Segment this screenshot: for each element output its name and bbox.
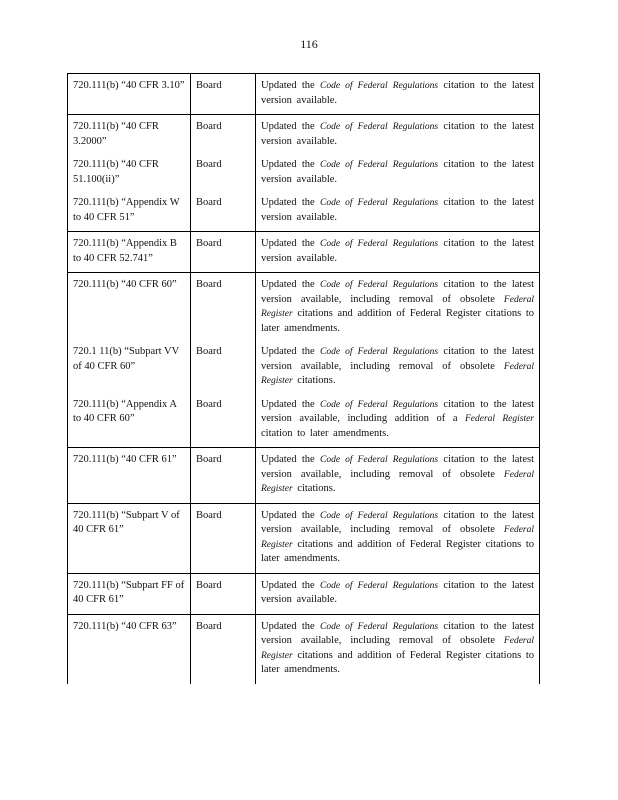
desc-text: citations and addition of Federal Register citations to later amendments.: [261, 308, 534, 334]
section-cell: 720.111(b) “Subpart FF of 40 CFR 61”: [68, 573, 191, 614]
description-cell: [256, 503, 540, 573]
desc-text: citation to the latest version available, including removal of obsolete: [261, 509, 534, 535]
section-cell: 720.111(b) “Subpart V of 40 CFR 61”: [68, 503, 191, 573]
cfr-italic: Code of Federal Regulations: [320, 580, 439, 591]
desc-text: Updated the: [261, 509, 321, 521]
cfr-italic: Code of Federal Regulations: [320, 122, 439, 132]
agency-cell: Board: [191, 273, 256, 343]
cfr-italic: Code of Federal Regulations: [320, 81, 439, 91]
cfr-italic: Code of Federal Regulations: [320, 347, 439, 357]
description-cell: [256, 193, 540, 232]
desc-text: Updated the: [261, 197, 321, 208]
desc-text: Updated the: [261, 454, 321, 465]
description-cell: [256, 448, 540, 504]
agency-cell: Board: [191, 395, 256, 448]
federal-register-italic: Federal Register: [261, 294, 534, 319]
section-cell: 720.111(b) “Appendix A to 40 CFR 60”: [68, 395, 191, 448]
amendments-table: [67, 73, 540, 684]
table-row: [68, 273, 540, 343]
description-cell: [256, 614, 540, 684]
page-number: 116: [300, 37, 318, 51]
section-cell: 720.1 11(b) “Subpart VV of 40 CFR 60”: [68, 342, 191, 395]
table-row: [68, 74, 540, 115]
section-cell: 720.111(b) “40 CFR 3.2000”: [68, 115, 191, 156]
desc-text: citations.: [292, 375, 336, 386]
desc-text: citation to the latest version available.: [261, 80, 534, 106]
federal-register-italic: Federal Register: [261, 525, 534, 550]
desc-text: Updated the: [261, 620, 321, 632]
description-cell: [256, 232, 540, 273]
agency-cell: Board: [191, 342, 256, 395]
description-cell: [256, 74, 540, 115]
cfr-italic: Code of Federal Regulations: [320, 455, 439, 465]
desc-text: Updated the: [261, 579, 321, 591]
description-cell: [256, 273, 540, 343]
desc-text: citations and addition of Federal Register citations to later amendments.: [261, 649, 534, 675]
federal-register-italic: Federal Register: [261, 361, 534, 386]
table-row: [68, 573, 540, 614]
desc-text: citation to the latest version available, including addition of a: [261, 398, 534, 424]
agency-cell: Board: [191, 573, 256, 614]
desc-text: citation to the latest version available, including removal of obsolete: [261, 620, 534, 646]
agency-cell: Board: [191, 155, 256, 193]
desc-text: citation to the latest version available, including removal of obsolete: [261, 454, 534, 480]
section-cell: 720.111(b) “40 CFR 3.10”: [68, 74, 191, 115]
federal-register-italic: Federal Register: [261, 469, 534, 494]
section-cell: 720.111(b) “40 CFR 61”: [68, 448, 191, 504]
section-cell: 720.111(b) “Appendix B to 40 CFR 52.741”: [68, 232, 191, 273]
section-cell: 720.111(b) “40 CFR 63”: [68, 614, 191, 684]
table-row: [68, 193, 540, 232]
desc-text: Updated the: [261, 80, 321, 91]
desc-text: Updated the: [261, 398, 321, 410]
cfr-italic: Code of Federal Regulations: [320, 198, 439, 208]
desc-text: citation to the latest version available, including removal of obsolete: [261, 279, 534, 305]
section-cell: 720.111(b) “Appendix W to 40 CFR 51”: [68, 193, 191, 232]
agency-cell: Board: [191, 448, 256, 504]
description-cell: [256, 342, 540, 395]
desc-text: citation to the latest version available, including removal of obsolete: [261, 346, 534, 372]
desc-text: citations and addition of Federal Register citations to later amendments.: [261, 538, 534, 564]
description-cell: [256, 395, 540, 448]
agency-cell: Board: [191, 115, 256, 156]
cfr-italic: Code of Federal Regulations: [320, 621, 439, 632]
desc-text: citation to later amendments.: [261, 427, 389, 439]
description-cell: [256, 155, 540, 193]
cfr-italic: Code of Federal Regulations: [320, 160, 439, 170]
desc-text: citation to the latest version available.: [261, 579, 534, 605]
desc-text: citation to the latest version available.: [261, 159, 534, 185]
table-row: [68, 342, 540, 395]
description-cell: [256, 573, 540, 614]
table-row: [68, 503, 540, 573]
description-cell: [256, 115, 540, 156]
federal-register-italic: Federal Register: [465, 414, 534, 424]
agency-cell: Board: [191, 74, 256, 115]
table-row: [68, 614, 540, 684]
desc-text: citation to the latest version available.: [261, 121, 534, 147]
table-row: [68, 395, 540, 448]
cfr-italic: Code of Federal Regulations: [320, 510, 439, 521]
section-cell: 720.111(b) “40 CFR 51.100(ii)”: [68, 155, 191, 193]
desc-text: Updated the: [261, 121, 321, 132]
desc-text: Updated the: [261, 238, 321, 249]
desc-text: citation to the latest version available.: [261, 238, 534, 264]
cfr-italic: Code of Federal Regulations: [320, 399, 439, 410]
desc-text: Updated the: [261, 346, 321, 357]
table-row: [68, 448, 540, 504]
desc-text: citations.: [292, 483, 336, 494]
table-row: [68, 232, 540, 273]
agency-cell: Board: [191, 614, 256, 684]
desc-text: citation to the latest version available.: [261, 197, 534, 223]
cfr-italic: Code of Federal Regulations: [320, 239, 439, 249]
federal-register-italic: Federal Register: [261, 636, 534, 661]
desc-text: Updated the: [261, 159, 321, 170]
agency-cell: Board: [191, 232, 256, 273]
table-row: [68, 115, 540, 156]
section-cell: 720.111(b) “40 CFR 60”: [68, 273, 191, 343]
table-row: [68, 155, 540, 193]
cfr-italic: Code of Federal Regulations: [320, 280, 439, 290]
desc-text: Updated the: [261, 279, 321, 290]
agency-cell: Board: [191, 193, 256, 232]
agency-cell: Board: [191, 503, 256, 573]
